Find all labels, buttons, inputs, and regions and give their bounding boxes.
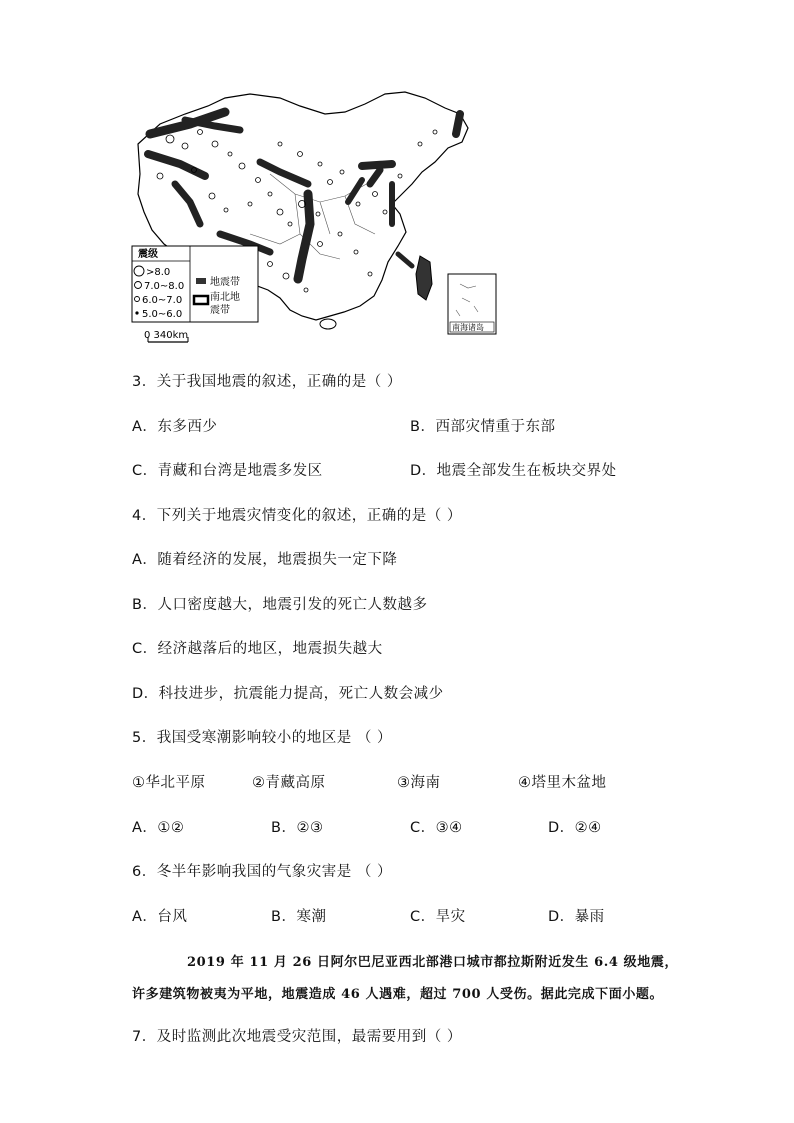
china-earthquake-map	[130, 84, 500, 346]
legend-mag-1: >8.0	[146, 267, 171, 278]
q4-option-a: A．随着经济的发展，地震损失一定下降	[132, 552, 398, 568]
scale-bar	[144, 330, 188, 342]
legend-mag-3: 6.0~7.0	[142, 295, 183, 306]
q5-option-b: B．②③	[271, 820, 324, 836]
q5-stem: 5．我国受寒潮影响较小的地区是 （ ）	[132, 730, 392, 746]
q5-option-c: C．③④	[410, 820, 463, 836]
q3-option-d: D．地震全部发生在板块交界处	[410, 463, 617, 479]
q4-option-c: C．经济越落后的地区，地震损失越大	[132, 641, 383, 657]
map-legend	[132, 246, 258, 322]
q6-stem: 6．冬半年影响我国的气象灾害是 （ ）	[132, 864, 392, 880]
q5-option-a: A．①②	[132, 820, 185, 836]
legend-title: 震级	[138, 249, 158, 260]
q4-option-d: D．科技进步，抗震能力提高，死亡人数会减少	[132, 686, 444, 702]
q6-option-a: A．台风	[132, 909, 188, 925]
belt-swatch	[196, 278, 206, 284]
q5-choice-3: ③海南	[397, 775, 441, 791]
legend-mag-4: 5.0~6.0	[142, 309, 183, 320]
q3-stem: 3．关于我国地震的叙述，正确的是（ ）	[132, 374, 402, 390]
q6-option-b: B．寒潮	[271, 909, 327, 925]
q4-option-b: B．人口密度越大，地震引发的死亡人数越多	[132, 597, 428, 613]
q5-choice-2: ②青藏高原	[252, 775, 326, 791]
q3-option-a: A．东多西少	[132, 419, 218, 435]
q4-stem: 4．下列关于地震灾情变化的叙述，正确的是（ ）	[132, 508, 462, 524]
legend-ns-zone-2: 震带	[210, 305, 230, 316]
q3-option-b: B．西部灾情重于东部	[410, 419, 556, 435]
legend-mag-2: 7.0~8.0	[144, 281, 185, 292]
q6-option-c: C．旱灾	[410, 909, 466, 925]
q5-choice-4: ④塔里木盆地	[518, 775, 607, 791]
q7-stem: 7．及时监测此次地震受灾范围，最需要用到（ ）	[132, 1029, 462, 1045]
legend-zone: 地震带	[210, 277, 240, 288]
legend-ns-zone-1: 南北地	[210, 292, 240, 303]
scale-text: 0 340km	[144, 330, 189, 341]
q5-option-d: D．②④	[548, 820, 602, 836]
q6-option-d: D．暴雨	[548, 909, 605, 925]
q3-option-c: C．青藏和台湾是地震多发区	[132, 463, 323, 479]
passage-line-1: 2019 年 11 月 26 日阿尔巴尼亚西北部港口城市都拉斯附近发生 6.4 级地震，	[187, 955, 679, 970]
south-sea-inset	[448, 274, 496, 334]
inset-label: 南海诸岛	[452, 323, 484, 332]
q5-choice-1: ①华北平原	[132, 775, 206, 791]
passage-line-2: 许多建筑物被夷为平地，地震造成 46 人遇难，超过 700 人受伤。据此完成下面小题。	[132, 987, 664, 1002]
